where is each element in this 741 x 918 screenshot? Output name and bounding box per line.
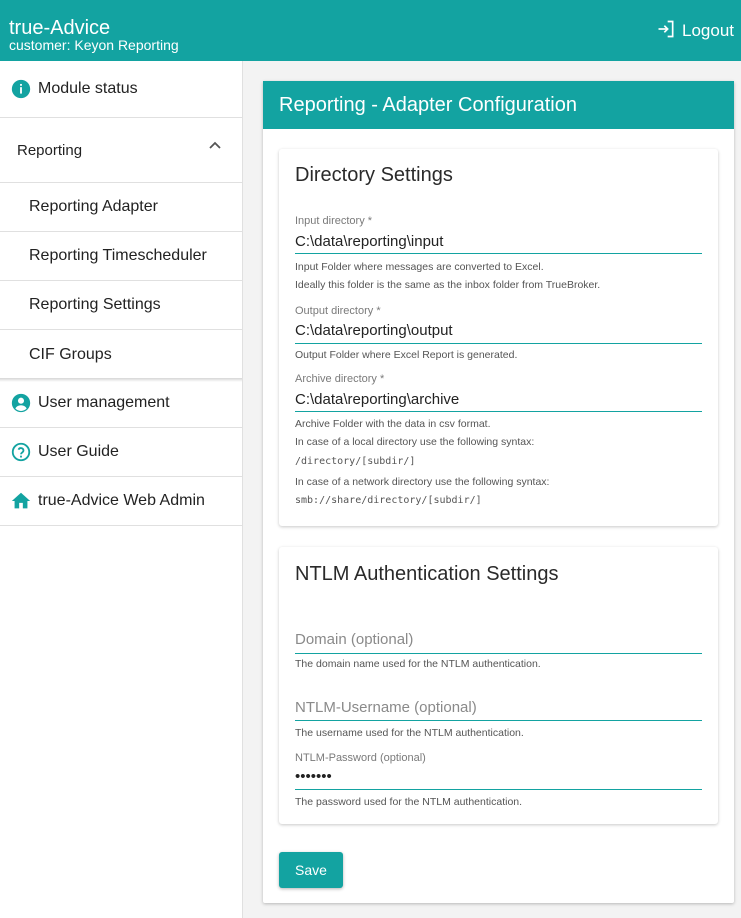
sidebar-item-label: Reporting Settings	[29, 296, 161, 313]
field-hint: Ideally this folder is the same as the inbox folder from TrueBroker.	[295, 279, 601, 291]
ntlm-settings-section	[279, 547, 718, 824]
field-hint-code: smb://share/directory/[subdir/]	[295, 495, 482, 506]
archive-directory-value: C:\data\reporting\archive	[295, 391, 460, 408]
field-hint: Output Folder where Excel Report is generated.	[295, 349, 518, 361]
section-title: NTLM Authentication Settings	[295, 563, 559, 585]
sidebar-item-label: Reporting Adapter	[29, 198, 158, 215]
field-hint: The domain name used for the NTLM authentication.	[295, 658, 541, 670]
field-underline	[295, 411, 702, 412]
sidebar-item-reporting-timescheduler[interactable]	[0, 232, 242, 281]
archive-directory-field[interactable]	[295, 373, 702, 413]
field-underline	[295, 789, 702, 790]
sidebar-group-reporting[interactable]	[0, 118, 242, 183]
chevron-up-icon	[208, 138, 222, 152]
sidebar-item-reporting-settings[interactable]	[0, 281, 242, 330]
field-underline	[295, 253, 702, 254]
sidebar-item-module-status[interactable]	[0, 61, 242, 118]
ntlm-username-placeholder: NTLM-Username (optional)	[295, 699, 477, 716]
section-title: Directory Settings	[295, 164, 453, 186]
top-app-bar	[0, 0, 741, 61]
field-label: Archive directory *	[295, 373, 385, 385]
logout-label: Logout	[682, 21, 734, 40]
customer-label: customer: Keyon Reporting	[9, 37, 179, 53]
info-icon	[10, 78, 32, 100]
help-icon	[10, 441, 32, 463]
sidebar-item-user-guide[interactable]	[0, 428, 242, 477]
sidebar	[0, 61, 243, 918]
sidebar-item-label: User management	[38, 394, 170, 411]
input-directory-field[interactable]	[295, 215, 702, 255]
field-hint: Archive Folder with the data in csv format.	[295, 418, 491, 430]
sidebar-item-label: Reporting	[17, 141, 83, 159]
logout-icon	[656, 19, 676, 44]
sidebar-item-label: CIF Groups	[29, 345, 112, 363]
password-masked-value: •••••••	[295, 768, 332, 785]
field-label: NTLM-Password (optional)	[295, 752, 426, 764]
directory-settings-section	[279, 149, 718, 526]
sidebar-item-label: Module status	[38, 80, 138, 97]
output-directory-field[interactable]	[295, 305, 702, 345]
input-directory-value: C:\data\reporting\input	[295, 233, 444, 250]
save-button[interactable]: Save	[279, 852, 343, 888]
field-hint: Input Folder where messages are converted to Excel.	[295, 261, 544, 273]
field-hint-code: /directory/[subdir/]	[295, 456, 416, 467]
page-title: Reporting - Adapter Configuration	[263, 81, 734, 129]
ntlm-username-input[interactable]	[295, 699, 702, 723]
sidebar-item-label: User Guide	[38, 443, 119, 460]
sidebar-item-label: Reporting Timescheduler	[29, 247, 207, 264]
domain-placeholder: Domain (optional)	[295, 631, 414, 648]
output-directory-value: C:\data\reporting\output	[295, 322, 453, 339]
field-hint: The password used for the NTLM authentication.	[295, 796, 523, 808]
home-icon	[10, 490, 32, 512]
config-card	[263, 81, 734, 903]
field-label: Input directory *	[295, 215, 373, 227]
field-underline	[295, 343, 702, 344]
sidebar-item-label: true-Advice Web Admin	[38, 492, 205, 509]
field-hint: In case of a local directory use the following syntax:	[295, 436, 535, 448]
sidebar-item-user-management[interactable]	[0, 379, 242, 428]
field-hint: The username used for the NTLM authentication.	[295, 727, 524, 739]
ntlm-password-input[interactable]	[295, 752, 702, 792]
domain-input[interactable]	[295, 631, 702, 655]
app-title: true-Advice	[9, 17, 111, 39]
field-label: Output directory *	[295, 305, 381, 317]
field-underline	[295, 653, 702, 654]
sidebar-item-reporting-adapter[interactable]	[0, 183, 242, 232]
sidebar-item-cif-groups[interactable]	[0, 330, 242, 379]
sidebar-item-web-admin[interactable]	[0, 477, 242, 526]
logout-button[interactable]	[656, 20, 734, 42]
field-underline	[295, 720, 702, 721]
field-hint: In case of a network directory use the following syntax:	[295, 476, 550, 488]
account-icon	[10, 392, 32, 414]
